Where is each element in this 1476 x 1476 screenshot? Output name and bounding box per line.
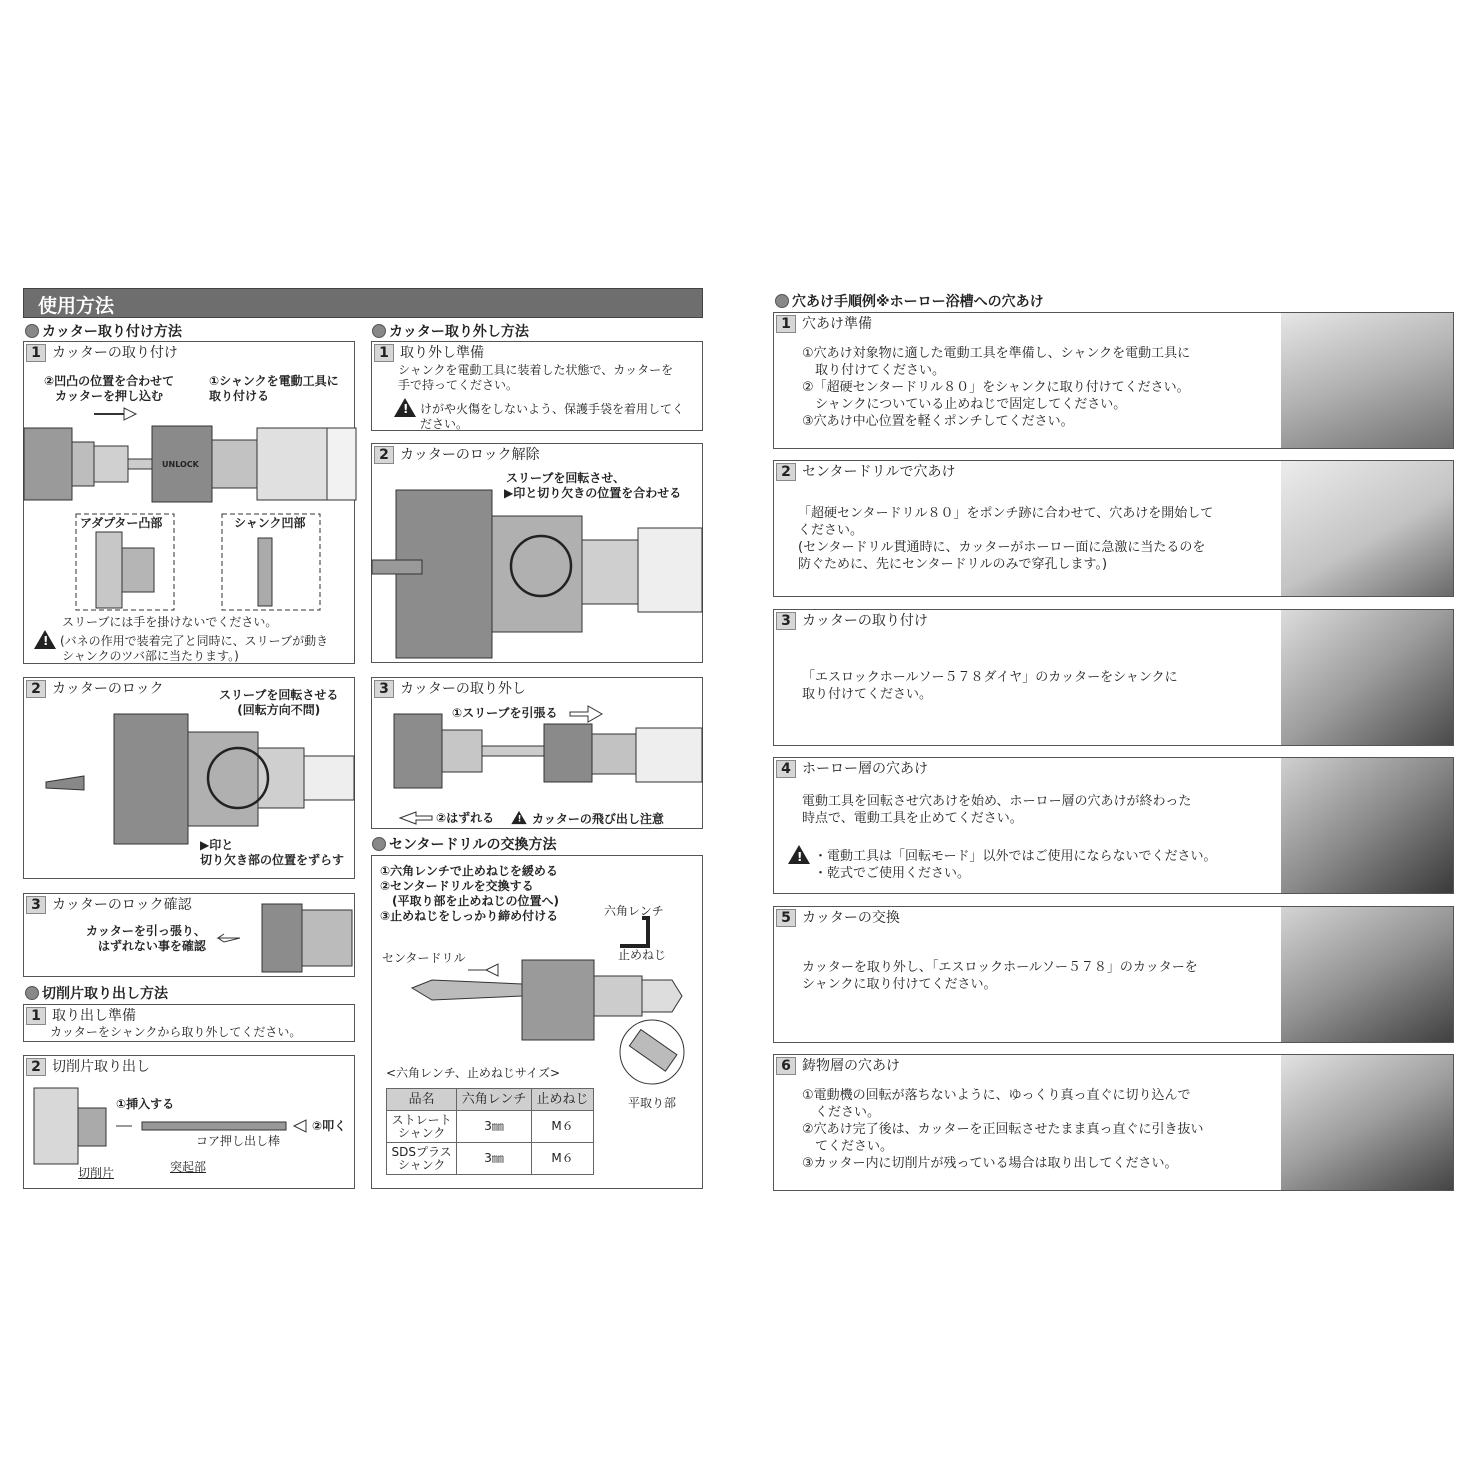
- page-title: 使用方法: [38, 295, 115, 317]
- chips-prep-text: カッターをシャンクから取り外してください。: [50, 1025, 302, 1039]
- removal-step-2-panel: 2 カッターのロック解除 スリーブを回転させ、 ▶印と切り欠きの位置を合わせる: [371, 443, 703, 663]
- label-insert: ①挿入する: [116, 1097, 175, 1111]
- attach-note: スリーブには手を掛けないでください。 !(バネの作用で装着完了と同時に、スリーブが動き シャンクのツバ部に当たります。): [34, 615, 328, 664]
- drill-step-5-photo: [1281, 907, 1453, 1042]
- caution-eject: ! カッターの飛び出し注意: [508, 808, 664, 827]
- label-rod: コア押し出し棒: [196, 1134, 281, 1148]
- drill-step-1-text: ①穴あけ対象物に適した電動工具を準備し、シャンクを電動工具に 取り付けてください。 ②「超硬センタードリル８０」をシャンクに取り付けてください。 シャンクについている止めねじで固定してください。 ③穴あけ中心位置を軽くポンチしてください。: [802, 346, 1191, 429]
- callout-shank: ①シャンクを電動工具に 取り付ける: [209, 374, 339, 403]
- lock-check-illustration: [24, 894, 356, 978]
- warning-icon: [788, 845, 810, 864]
- label-protrusion: 突起部: [170, 1160, 207, 1174]
- bullet-icon: [25, 986, 39, 1000]
- table-row: [387, 1111, 594, 1143]
- label-pull-sleeve: ①スリーブを引張る: [452, 706, 558, 720]
- label-adapter: アダプター凸部: [80, 516, 163, 530]
- attach-step-1-panel: 1 カッターの取り付け ②凹凸の位置を合わせて カッターを押し込む ①シャンクを電動工具に 取り付ける アダプター凸部 シャンク凹部 UNLOCK スリーブには手を掛けないでください。 !(バネの作用で装着完了と同時に、スリーブが動き シャンクのツバ部に当たります。): [23, 341, 355, 664]
- drill-step-2-text: 「超硬センタードリル８０」をポンチ跡に合わせて、穴あけを開始して ください。 (センタードリル貫通時に、カッターがホーロー面に急激に当たるのを 防ぐために、先にセンタードリルのみで穿孔します。): [798, 506, 1214, 572]
- label-center-drill: センタードリル: [382, 951, 466, 965]
- label-release: ②はずれる: [436, 811, 495, 825]
- table-cell: 3㎜: [457, 1143, 532, 1175]
- spec-table-caption: <六角レンチ、止めねじサイズ>: [386, 1066, 561, 1080]
- step-title: カッターのロック確認: [52, 897, 192, 913]
- callout-rotate: スリーブを回転させる (回転方向不問): [219, 688, 339, 717]
- drill-step-3-panel: 3 カッターの取り付け 「エスロックホールソー５７８ダイヤ」のカッターをシャンクに 取り付けてください。: [773, 609, 1454, 746]
- removal-step-3-panel: 3 カッターの取り外し ①スリーブを引張る ②はずれる ! カッターの飛び出し注意: [371, 677, 703, 829]
- label-set-screw: 止めねじ: [618, 948, 667, 962]
- label-shank-recess: シャンク凹部: [234, 516, 306, 530]
- drill-step-6-text: ①電動機の回転が落ちないように、ゆっくり真っ直ぐに切り込んで ください。 ②穴あけ完了後は、カッターを正回転させたまま真っ直ぐに引き抜い てください。 ③カッター内に切削片が残っている場合は取り出してください。: [802, 1088, 1204, 1171]
- callout-shift: ▶印と 切り欠き部の位置をずらす: [200, 838, 345, 867]
- step-title: カッターのロック: [52, 681, 164, 697]
- table-header-cell: 止めねじ: [532, 1089, 594, 1111]
- section-drilling-heading: 穴あけ手順例※ホーロー浴槽への穴あけ: [775, 291, 1044, 311]
- label-hex-wrench: 六角レンチ: [604, 904, 664, 918]
- callout-unlock: スリーブを回転させ、 ▶印と切り欠きの位置を合わせる: [504, 471, 682, 500]
- warning-icon: [394, 398, 416, 417]
- cutter-attach-illustration: [24, 342, 356, 622]
- drill-step-3-photo: [1281, 610, 1453, 745]
- step-title: カッターのロック解除: [400, 447, 540, 463]
- removal-step-1-panel: 1 取り外し準備 シャンクを電動工具に装着した状態で、カッターを 手で持ってください。 !けがや火傷をしないよう、保護手袋を着用してく ださい。: [371, 341, 703, 431]
- step-title: 取り出し準備: [52, 1008, 136, 1024]
- drill-step-1-panel: 1 穴あけ準備 ①穴あけ対象物に適した電動工具を準備し、シャンクを電動工具に 取り付けてください。 ②「超硬センタードリル８０」をシャンクに取り付けてください。 シャンクについている止めねじで固定してください。 ③穴あけ中心位置を軽くポンチしてください。: [773, 312, 1454, 449]
- removal-warning: !けがや火傷をしないよう、保護手袋を着用してく ださい。: [394, 398, 684, 432]
- step-title: センタードリルで穴あけ: [802, 464, 956, 480]
- drill-step-4-warning: !・電動工具は「回転モード」以外ではご使用にならないでください。 ・乾式でご使用ください。: [788, 845, 1216, 882]
- section-removal-heading: カッター取り外し方法: [372, 321, 529, 341]
- spec-table: [386, 1088, 594, 1175]
- table-header-cell: 六角レンチ: [457, 1089, 532, 1111]
- chips-step-2-panel: 2 切削片取り出し ①挿入する ②叩く コア押し出し棒 突起部 切削片: [23, 1055, 355, 1189]
- attach-step-3-panel: 3 カッターのロック確認 カッターを引っ張り、 はずれない事を確認: [23, 893, 355, 977]
- table-cell: ストレート シャンク: [387, 1111, 457, 1143]
- step-title: カッターの取り外し: [400, 681, 526, 697]
- label-flat-part: 平取り部: [628, 1096, 677, 1110]
- step-title: 穴あけ準備: [802, 316, 872, 332]
- removal-prep-text: シャンクを電動工具に装着した状態で、カッターを 手で持ってください。: [398, 363, 674, 392]
- unlock-illustration: [372, 444, 704, 664]
- drill-step-2-photo: [1281, 461, 1453, 596]
- bullet-icon: [25, 324, 39, 338]
- chips-step-1-panel: 1 取り出し準備 カッターをシャンクから取り外してください。: [23, 1004, 355, 1042]
- label-chip: 切削片: [78, 1166, 115, 1180]
- bullet-icon: [372, 837, 386, 851]
- drill-step-4-panel: 4 ホーロー層の穴あけ 電動工具を回転させ穴あけを始め、ホーロー層の穴あけが終わった 時点で、電動工具を止めてください。 !・電動工具は「回転モード」以外ではご使用にならないでください。 ・乾式でご使用ください。: [773, 757, 1454, 894]
- drill-step-3-text: 「エスロックホールソー５７８ダイヤ」のカッターをシャンクに 取り付けてください。: [802, 670, 1178, 702]
- step-title: 鋳物層の穴あけ: [802, 1058, 900, 1074]
- drill-step-6-photo: [1281, 1055, 1453, 1190]
- callout-push: ②凹凸の位置を合わせて カッターを押し込む: [44, 374, 175, 403]
- drill-step-1-photo: [1281, 313, 1453, 448]
- table-row: [387, 1143, 594, 1175]
- step-title: カッターの取り付け: [52, 345, 178, 361]
- drill-step-6-panel: 6 鋳物層の穴あけ ①電動機の回転が落ちないように、ゆっくり真っ直ぐに切り込んで ください。 ②穴あけ完了後は、カッターを正回転させたまま真っ直ぐに引き抜い てください。 ③カッター内に切削片が残っている場合は取り出してください。: [773, 1054, 1454, 1191]
- table-header-cell: 品名: [387, 1089, 457, 1111]
- step-title: 切削片取り出し: [52, 1059, 150, 1075]
- table-cell: SDSプラス シャンク: [387, 1143, 457, 1175]
- table-cell: M６: [532, 1143, 594, 1175]
- drill-step-5-text: カッターを取り外し、「エスロックホールソー５７８」のカッターを シャンクに取り付けてください。: [802, 960, 1198, 992]
- step-title: ホーロー層の穴あけ: [802, 761, 928, 777]
- section-center-drill-heading: センタードリルの交換方法: [372, 834, 556, 854]
- bullet-icon: [775, 294, 789, 308]
- warning-icon: [34, 630, 56, 649]
- table-cell: 3㎜: [457, 1111, 532, 1143]
- label-tap: ②叩く: [312, 1119, 347, 1133]
- attach-step-2-panel: 2 カッターのロック スリーブを回転させる (回転方向不問) ▶印と 切り欠き部の位置をずらす: [23, 677, 355, 879]
- section-chips-heading: 切削片取り出し方法: [25, 983, 168, 1003]
- drill-step-4-text: 電動工具を回転させ穴あけを始め、ホーロー層の穴あけが終わった 時点で、電動工具を止めてください。: [802, 794, 1192, 826]
- step-title: カッターの取り付け: [802, 613, 928, 629]
- bullet-icon: [372, 324, 386, 338]
- table-header-row: [387, 1089, 594, 1111]
- page-header-bar: [23, 288, 703, 318]
- drill-step-5-panel: 5 カッターの交換 カッターを取り外し、「エスロックホールソー５７８」のカッターを シャンクに取り付けてください。: [773, 906, 1454, 1043]
- sleeve-unlock-text: UNLOCK: [162, 460, 199, 469]
- section-attach-heading: カッター取り付け方法: [25, 321, 182, 341]
- drill-step-2-panel: 2 センタードリルで穴あけ 「超硬センタードリル８０」をポンチ跡に合わせて、穴あけを開始して ください。 (センタードリル貫通時に、カッターがホーロー面に急激に当たるのを 防ぐために、先にセンタードリルのみで穿孔します。): [773, 460, 1454, 597]
- step-title: カッターの交換: [802, 910, 900, 926]
- lock-check-text: カッターを引っ張り、 はずれない事を確認: [86, 924, 206, 953]
- center-drill-steps: ①六角レンチで止めねじを緩める ②センタードリルを交換する (平取り部を止めねじの位置へ) ③止めねじをしっかり締め付ける: [380, 864, 559, 923]
- center-drill-panel: [371, 855, 703, 1189]
- warning-icon: [511, 811, 526, 824]
- step-title: 取り外し準備: [400, 345, 484, 361]
- table-cell: M６: [532, 1111, 594, 1143]
- drill-step-4-photo: [1281, 758, 1453, 893]
